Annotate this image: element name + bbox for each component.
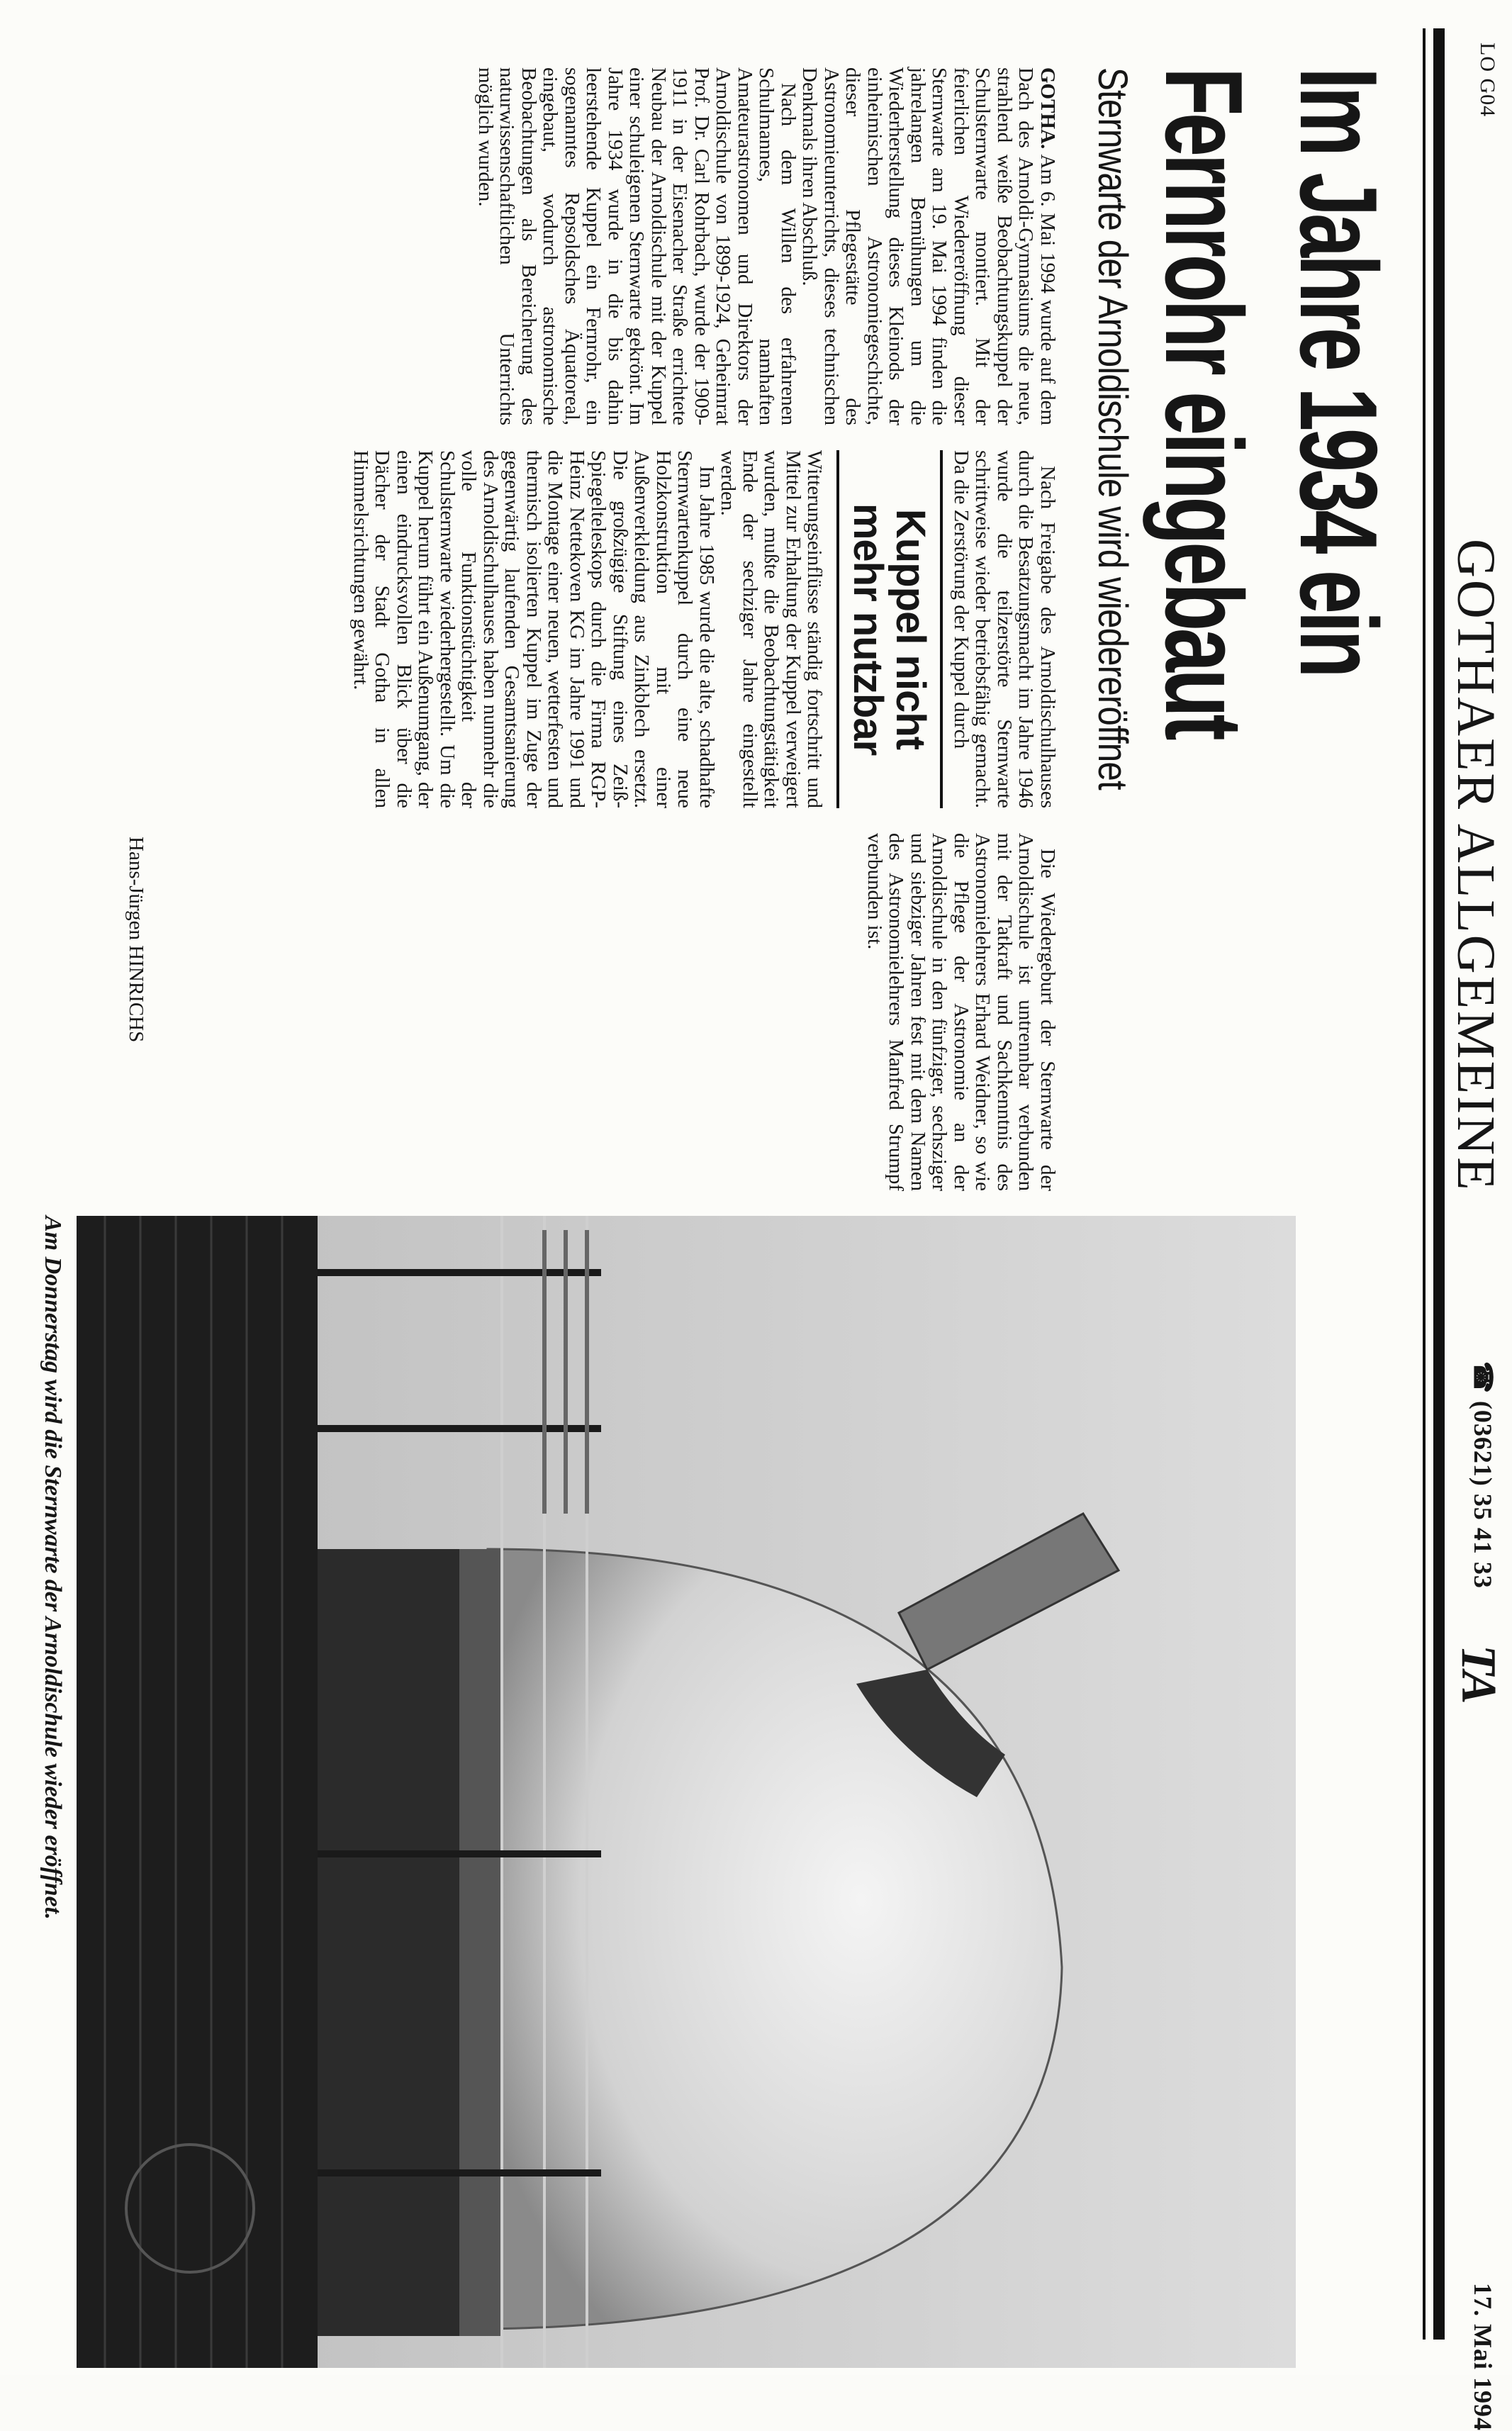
page-code: LO G04	[1476, 43, 1499, 118]
photo-caption: Am Donnerstag wird die Sternwarte der Arnoldischule wieder eröffnet.	[40, 1216, 66, 1920]
paragraph-5: Im Jahre 1985 wurde die alte, schadhafte Sternwartenkuppel durch eine neue Holzkonstruktion mit einer Außenverkleidung aus Zinkblech ersetzt. Die großzügige Stiftung eines Zeiß-Spiegelteleskops durch die Firma RGP-Heinz Nettekoven KG im Jahre 1991 und die Montage einer neuen, wetterfesten und thermisch isolierten Kuppel im Zuge der gegenwärtig laufenden Gesamtsanierung des Arnoldischulhauses haben nunmehr die volle Funktionstüchtigkeit der Schulsternwarte wiederhergestellt. Um die Kuppel herum führt ein Außenumgang, der einen eindrucksvollen Blick über die Dächer der Stadt Gotha in allen Himmelsrichtungen gewährt.	[349, 450, 718, 808]
paragraph-1	[799, 67, 1058, 425]
observatory-dome-photo	[77, 1216, 1296, 2368]
section-subhead	[837, 450, 943, 808]
paragraph-3: Nach Freigabe des Arnoldischulhauses durch die Besatzungsmacht im Jahre 1946 wurde die teilzerstörte Sternwarte schrittweise wieder betriebsfähig gemacht. Da die Zerstörung der Kuppel durch	[950, 450, 1059, 808]
paragraph-4: Witterungseinflüsse ständig fortschritt und Mittel zur Erhaltung der Kuppel verweigert wurden, mußte die Beobachtungstätigkeit Ende der sechziger Jahre eingestellt werden.	[717, 450, 827, 808]
article-column-1	[165, 67, 1058, 425]
byline: Hans-Jürgen HINRICHS	[125, 837, 147, 1043]
paragraph-2: Nach dem Willen des erfahrenen Schulmannes, namhaften Amateurastronomen und Direktors der Arnoldischule von 1899-1924, Geheimrat Prof. Dr. Carl Rohrbach, wurde der 1909-1911 in der Eisenacher Straße errichtete Neubau der Arnoldischule mit der Kuppel einer schuleigenen Sternwarte gekrönt. Im Jahre 1934 wurde in die bis dahin leerstehende Kuppel ein Fernrohr, ein sogenanntes Repsoldsches Äquatoreal, eingebaut, wodurch astronomische Beobachtungen als Bereicherung des naturwissenschaftlichen Unterrichts möglich wurden.	[474, 67, 800, 425]
headline-line-2: Fernrohr eingebaut	[1143, 67, 1265, 738]
article-column-2	[165, 450, 1058, 808]
newspaper-logo: TA	[1451, 1645, 1506, 1703]
header-bar	[1433, 28, 1445, 2340]
paragraph-6: Die Wiedergeburt der Sternwarte der Arnoldischule ist untrennbar verbunden mit der Tatkraft und Sachkenntnis des Astronomielehrers Erhard Weidner, so wie die Pflege der Astronomie an der Arnoldischule in den fünfziger, sechsziger und siebziger Jahren fest mit dem Namen des Astronomielehrers Manfred Strumpf verbunden ist.	[863, 833, 1059, 1191]
section-subhead-line-1: Kuppel nicht	[887, 508, 934, 750]
header-rule	[1423, 28, 1426, 2340]
dome-photo-drawing	[77, 1216, 1296, 2368]
phone-number: ☎ (03621) 35 41 33	[1469, 1361, 1497, 1589]
newspaper-section-title: GOTHAER ALLGEMEINE	[1446, 539, 1506, 1192]
headline	[1136, 67, 1406, 1241]
headline-line-1: Im Jahre 1934 ein	[1277, 67, 1400, 676]
article-column-3	[165, 833, 1058, 1191]
section-subhead-line-2: mehr nutzbar	[845, 503, 892, 756]
dateline: GOTHA.	[1036, 67, 1059, 150]
paragraph-1-text: Am 6. Mai 1994 wurde auf dem Dach des Arnoldi-Gymnasiums die neue, strahlend weiße Beobachtungskuppel der Schulsternwarte montiert. Mit der feierlichen Wiedereröffnung dieser Sternwarte am 19. Mai 1994 finden die jahrelangen Bemühungen um die Wiederherstellung dieses Kleinods der einheimischen Astronomiegeschichte, dieser Pflegestätte des Astronomieunterrichts, dieses technischen Denkmals ihren Abschluß.	[798, 67, 1059, 425]
issue-date: 17. Mai 1994	[1469, 2283, 1497, 2431]
subheadline: Sternwarte der Arnoldischule wird wiedereröffnet	[1090, 67, 1136, 790]
